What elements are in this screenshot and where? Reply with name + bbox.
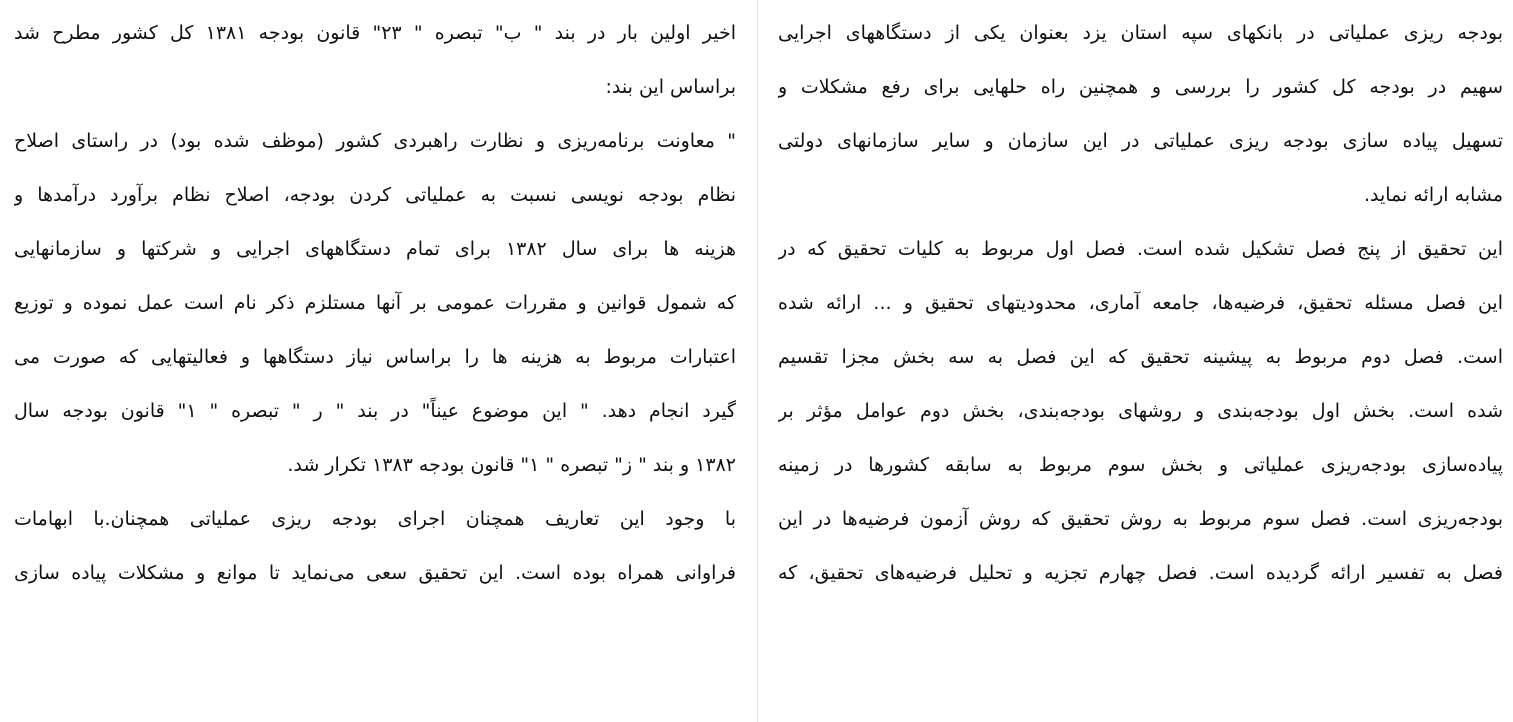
text-line: ۱۳۸۲ و بند " ز" تبصره " ۱" قانون بودجه ۱۳۸۳ تکرار شد. [287, 454, 736, 476]
text-line: فصل به تفسیر ارائه گردیده است. فصل چهارم تجزیه و تحلیل فرضیه‌های تحقیق، که [778, 562, 1503, 584]
text-line: شده است. بخش اول بودجه‌بندی و روشهای بودجه‌بندی، بخش دوم عوامل مؤثر بر [778, 400, 1503, 422]
text-line: گیرد انجام دهد. " این موضوع عیناً" در بند " ر " تبصره " ۱" قانون بودجه سال [14, 400, 736, 422]
text-line: است. فصل دوم مربوط به پیشینه تحقیق که این فصل به سه بخش مجزا تقسیم [778, 346, 1503, 368]
right-column [778, 6, 1503, 600]
text-line: نظام بودجه نویسی نسبت به عملیاتی کردن بودجه، اصلاح نظام برآورد درآمدها و [14, 184, 736, 206]
text-line: پیاده‌سازی بودجه‌ریزی عملیاتی و بخش سوم مربوط به سابقه کشورها در زمینه [778, 454, 1503, 476]
text-line: هزینه ها برای سال ۱۳۸۲ برای تمام دستگاههای اجرایی و شرکتها و سازمانهایی [14, 238, 736, 260]
text-line: تسهیل پیاده سازی بودجه ریزی عملیاتی در این سازمان و سایر سازمانهای دولتی [778, 130, 1503, 152]
text-line: بودجه‌ریزی است. فصل سوم مربوط به روش تحقیق که روش آزمون فرضیه‌ها در این [778, 508, 1503, 530]
text-line: مشابه ارائه نماید. [1363, 184, 1503, 206]
column-divider [757, 0, 758, 722]
text-line: بودجه ریزی عملیاتی در بانکهای سپه استان یزد بعنوان یکی از دستگاههای اجرایی [778, 22, 1503, 44]
text-line: با وجود این تعاریف همچنان اجرای بودجه ریزی عملیاتی همچنان.با ابهامات [14, 508, 736, 530]
text-line: سهیم در بودجه کل کشور را بررسی و همچنین راه حلهایی برای رفع مشکلات و [778, 76, 1503, 98]
text-line: براساس این بند: [605, 76, 736, 98]
text-line: که شمول قوانین و مقررات عمومی بر آنها مستلزم ذکر نام است عمل نموده و توزیع [14, 292, 736, 314]
text-line: اعتبارات مربوط به هزینه ها را براساس نیاز دستگاهها و فعالیتهایی که صورت می [14, 346, 736, 368]
text-line: اخیر اولین بار در بند " ب" تبصره " ۲۳" قانون بودجه ۱۳۸۱ کل کشور مطرح شد [14, 22, 736, 44]
left-column [14, 6, 736, 600]
text-line: فراوانی همراه بوده است. این تحقیق سعی می‌نماید تا موانع و مشکلات پیاده سازی [14, 562, 736, 584]
text-line: " معاونت برنامه‌ریزی و نظارت راهبردی کشور (موظف شده بود) در راستای اصلاح [14, 130, 736, 152]
text-line: این فصل مسئله تحقیق، فرضیه‌ها، جامعه آماری، محدودیتهای تحقیق و ... ارائه شده [778, 292, 1503, 314]
text-line: این تحقیق از پنج فصل تشکیل شده است. فصل اول مربوط به کلیات تحقیق که در [778, 238, 1503, 260]
